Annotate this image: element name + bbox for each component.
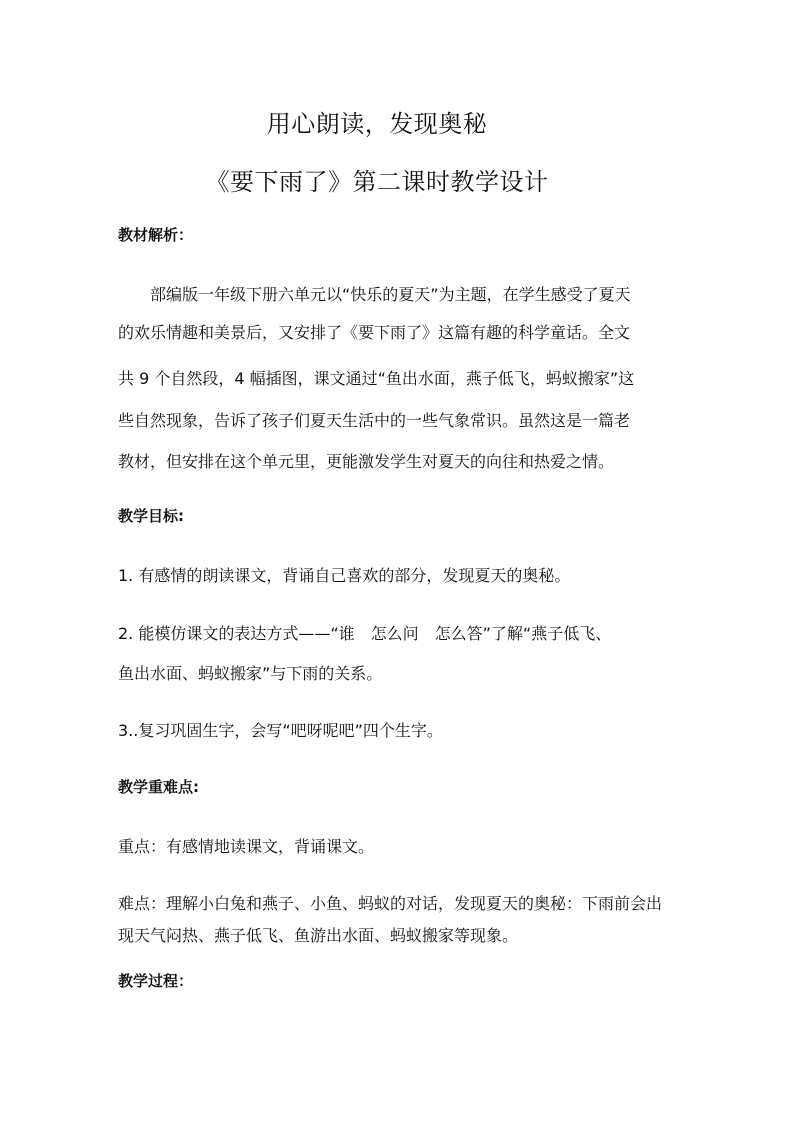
document-title: 用心朗读，发现奥秘 — [266, 110, 488, 138]
analysis-line: 些自然现象，告诉了孩子们夏天生活中的一些气象常识。虽然这是一篇老 — [118, 411, 631, 430]
difficulty-point: 难点：理解小白兔和燕子、小鱼、蚂蚁的对话，发现夏天的奥秘：下雨前会出 — [118, 894, 663, 913]
section-heading-analysis: 教材解析： — [118, 226, 194, 244]
section-heading-keypoints: 教学重难点: — [118, 778, 199, 796]
focus-point: 重点：有感情地读课文，背诵课文。 — [118, 837, 375, 856]
section-heading-goals: 教学目标: — [118, 507, 184, 525]
document-subtitle: 《要下雨了》第二课时教学设计 — [205, 168, 549, 196]
goal-item: 1. 有感情的朗读课文，背诵自己喜欢的部分，发现夏天的奥秘。 — [118, 566, 571, 585]
analysis-line: 部编版一年级下册六单元以“快乐的夏天”为主题，在学生感受了夏天 — [150, 285, 631, 304]
goal-item: 3..复习巩固生字，会写“吧呀呢吧”四个生字。 — [118, 721, 443, 740]
difficulty-point-continuation: 现天气闷热、燕子低飞、鱼游出水面、蚂蚁搬家等现象。 — [118, 926, 519, 945]
section-heading-process: 教学过程： — [118, 972, 194, 990]
goal-item: 2. 能模仿课文的表达方式——“谁 怎么问 怎么答”了解“燕子低飞、 — [118, 624, 612, 643]
analysis-line: 教材，但安排在这个单元里，更能激发学生对夏天的向往和热爱之情。 — [118, 452, 615, 471]
analysis-line: 的欢乐情趣和美景后，又安排了《要下雨了》这篇有趣的科学童话。全文 — [118, 323, 631, 342]
goal-item-continuation: 鱼出水面、蚂蚁搬家”与下雨的关系。 — [118, 664, 383, 683]
analysis-line: 共 9 个自然段，4 幅插图，课文通过“鱼出水面，燕子低飞，蚂蚁搬家”这 — [118, 369, 635, 388]
